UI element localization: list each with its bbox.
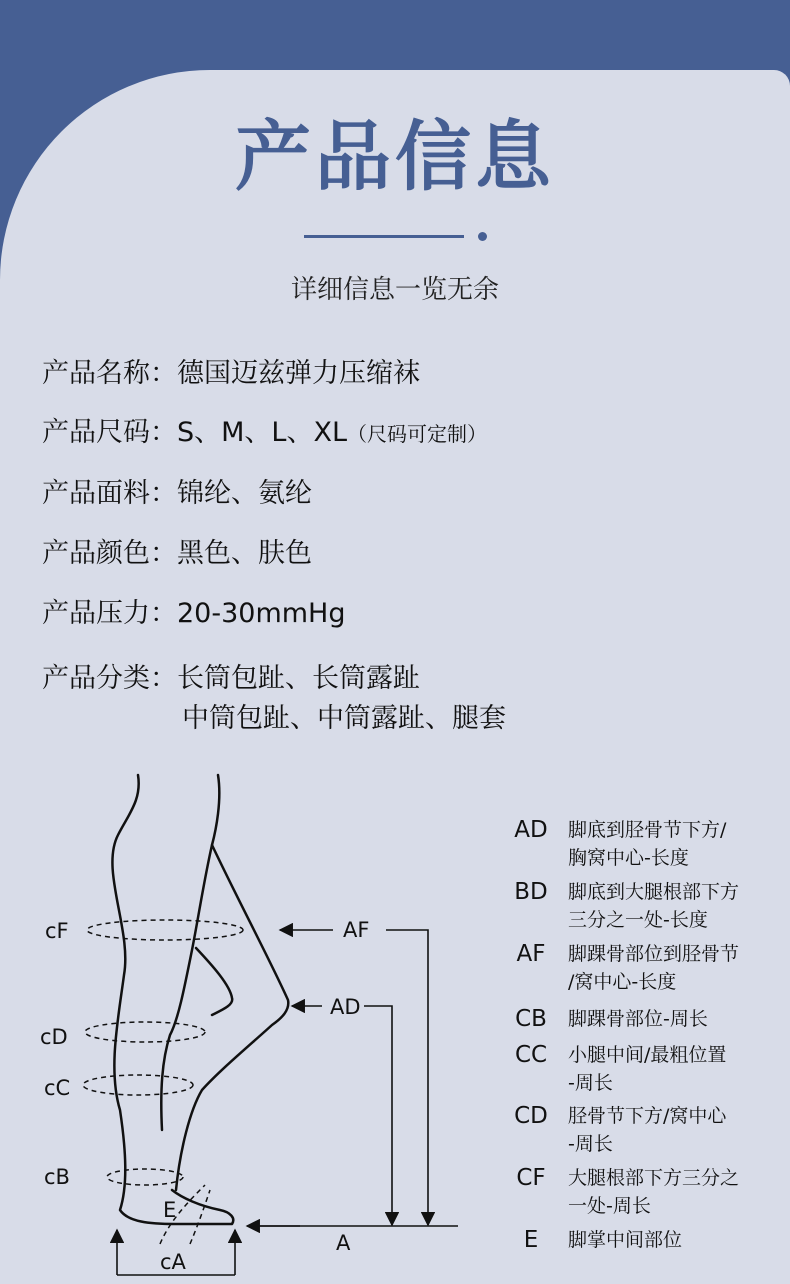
info-value: S、M、L、XL [177, 417, 348, 448]
legend-description: 大腿根部下方三分之 一处-周长 [568, 1167, 740, 1217]
page-subtitle: 详细信息一览无余 [290, 275, 499, 305]
legend-code: CC [514, 1042, 548, 1068]
legend-description: 脚掌中间部位 [568, 1229, 683, 1251]
label-cc: cC [44, 1076, 71, 1100]
page-title: 产品信息 [235, 112, 555, 201]
legend-description: 脚踝骨部位到胫骨节 /窝中心-长度 [568, 943, 740, 993]
info-row-size [42, 414, 487, 453]
info-label: 产品面料： [42, 478, 177, 509]
legend-code: AD [514, 817, 548, 843]
info-category-continuation: 中筒包趾、中筒露趾、腿套 [182, 703, 506, 734]
info-label: 产品名称： [42, 358, 177, 389]
label-af: AF [343, 918, 370, 942]
info-value: 长筒包趾、长筒露趾 [177, 663, 420, 694]
label-cb: cB [44, 1165, 70, 1189]
info-row-color [42, 535, 312, 573]
label-e: E [163, 1198, 177, 1222]
label-a: A [336, 1231, 351, 1255]
legend-code: CF [516, 1165, 546, 1191]
leg-outline-inner [161, 845, 232, 1130]
legend-description: 脚底到大腿根部下方 三分之一处-长度 [568, 881, 740, 931]
legend-code: CB [515, 1006, 547, 1032]
divider-dot [478, 232, 487, 241]
info-row-name [42, 355, 420, 393]
legend-code: AF [516, 941, 546, 967]
info-value: 锦纶、氨纶 [177, 478, 312, 509]
title-divider [304, 235, 464, 238]
info-label: 产品尺码： [42, 417, 177, 448]
label-cf: cF [45, 919, 69, 943]
legend-code: E [523, 1227, 539, 1253]
info-row-pressure [42, 595, 346, 633]
label-ad: AD [330, 995, 361, 1019]
info-row-category [42, 660, 420, 698]
info-value: 德国迈兹弹力压缩袜 [177, 358, 420, 389]
info-value: 黑色、肤色 [177, 538, 312, 569]
leg-outline-back [176, 775, 288, 1190]
cd-circumference [85, 1022, 205, 1042]
info-label: 产品压力： [42, 598, 177, 629]
label-cd: cD [40, 1025, 68, 1049]
legend-code: CD [514, 1103, 548, 1129]
leg-outline-front [112, 775, 233, 1224]
label-ca: cA [160, 1250, 186, 1274]
cc-circumference [83, 1075, 193, 1095]
info-value: 20-30mmHg [177, 598, 346, 629]
cf-circumference [87, 920, 243, 940]
info-label: 产品分类： [42, 663, 177, 694]
info-note: （尺码可定制） [347, 422, 488, 446]
legend-description: 脚底到胫骨节下方/ 胸窝中心-长度 [568, 819, 727, 869]
ad-dimension [364, 1006, 392, 1225]
cb-circumference [107, 1169, 183, 1185]
info-row-material [42, 475, 312, 513]
leg-measurement-diagram [0, 765, 480, 1284]
legend-description: 胫骨节下方/窝中心 -周长 [568, 1105, 727, 1155]
legend-code: BD [514, 879, 548, 905]
legend-description: 小腿中间/最粗位置 -周长 [568, 1044, 727, 1094]
info-label: 产品颜色： [42, 538, 177, 569]
legend-description: 脚踝骨部位-周长 [568, 1008, 708, 1030]
